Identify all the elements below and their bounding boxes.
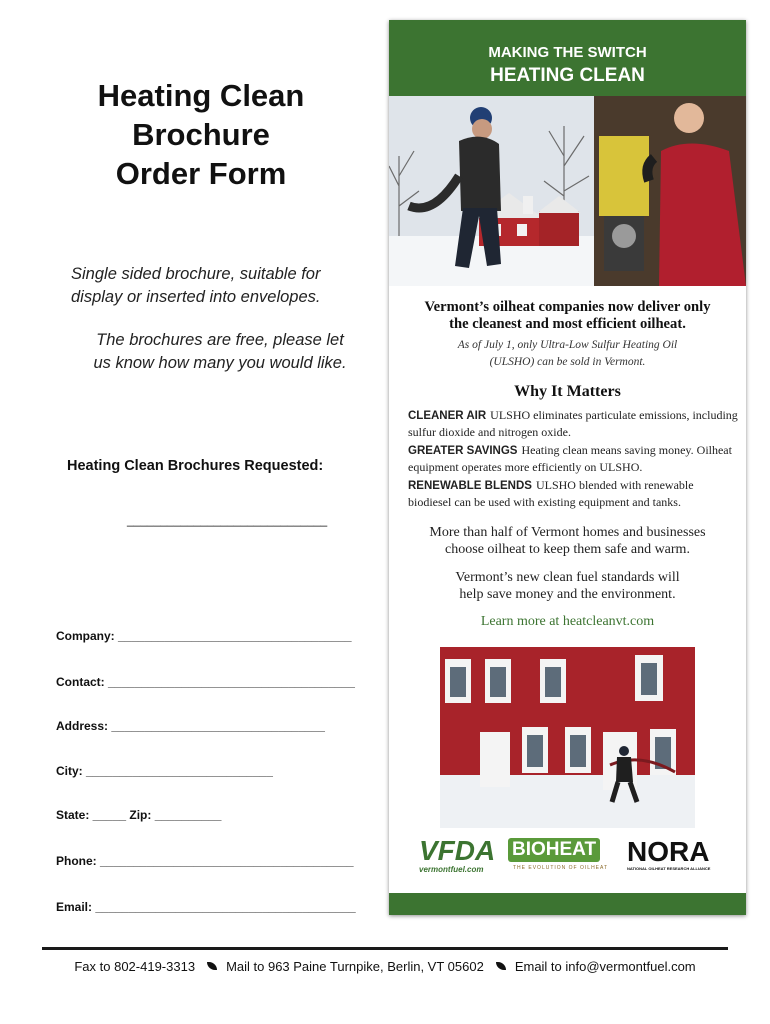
vfda-logo-sub: vermontfuel.com	[419, 865, 484, 874]
contact-field[interactable]: Contact: _____________________________________	[56, 675, 355, 689]
footer-divider	[42, 947, 728, 950]
benefit-renewable-blends	[408, 477, 738, 510]
company-field[interactable]: Company: ___________________________________	[56, 629, 352, 643]
footer-contact	[0, 959, 770, 974]
banner-line-1: MAKING THE SWITCH	[488, 44, 647, 61]
delivery-photo	[389, 96, 746, 286]
leaf-bullet-icon	[496, 962, 506, 970]
why-it-matters-heading: Why It Matters	[514, 383, 621, 400]
bioheat-logo-text: BIOHEAT	[508, 838, 600, 862]
leaf-bullet-icon	[207, 962, 217, 970]
bioheat-logo-sub: THE EVOLUTION OF OILHEAT	[513, 865, 609, 871]
learn-more-link[interactable]: Learn more at heatcleanvt.com	[480, 614, 655, 629]
email-text: Email to info@vermontfuel.com	[514, 959, 696, 974]
form-title: Heating Clean Brochure Order Form	[97, 78, 305, 191]
brochure-bottom-bar	[389, 893, 746, 915]
requested-blank[interactable]: ______________________________	[127, 513, 328, 527]
benefit-cleaner-air	[408, 407, 738, 440]
benefit-text: ULSHO blended with renewable biodiesel can be used with existing equipment and tanks.	[408, 478, 694, 509]
mail-text: Mail to 963 Paine Turnpike, Berlin, VT 05602	[226, 959, 484, 974]
benefit-greater-savings	[408, 442, 738, 475]
benefit-label: RENEWABLE BLENDS	[408, 480, 532, 492]
brochure-preview	[389, 20, 746, 915]
requested-label: Heating Clean Brochures Requested:	[67, 458, 324, 474]
standards-paragraph: Vermont’s new clean fuel standards will help save money and the environment.	[455, 570, 680, 602]
fax-text: Fax to 802-419-3313	[74, 959, 196, 974]
benefit-label: GREATER SAVINGS	[408, 445, 518, 457]
phone-field[interactable]: Phone: ______________________________________	[56, 854, 354, 868]
address-field[interactable]: Address: ________________________________	[56, 719, 325, 733]
nora-logo-text: NORA	[627, 836, 710, 867]
vfda-logo-text: VFDA	[419, 835, 496, 866]
brochure-banner	[389, 20, 746, 96]
banner-line-2: HEATING CLEAN	[490, 65, 645, 86]
benefit-text: Heating clean means saving money. Oilheat equipment operates more efficiently on ULSHO.	[408, 443, 732, 474]
intro-text-1: Single sided brochure, suitable for display or inserted into envelopes.	[71, 265, 321, 306]
oilheat-paragraph: More than half of Vermont homes and businesses choose oilheat to keep them safe and warm.	[429, 525, 706, 557]
brochure-subline: As of July 1, only Ultra-Low Sulfur Heating Oil (ULSHO) can be sold in Vermont.	[457, 339, 678, 368]
benefit-text: ULSHO eliminates particulate emissions, including sulfur dioxide and nitrogen oxide.	[408, 408, 738, 439]
benefit-label: CLEANER AIR	[408, 410, 487, 422]
email-field[interactable]: Email: _______________________________________	[56, 900, 356, 914]
nora-logo-sub: NATIONAL OILHEAT RESEARCH ALLIANCE	[627, 866, 711, 871]
city-field[interactable]: City: ____________________________	[56, 764, 273, 778]
brochure-headline: Vermont’s oilheat companies now deliver only the cleanest and most efficient oilheat.	[424, 299, 711, 332]
intro-text-2: The brochures are free, please let us know how many you would like.	[93, 331, 347, 372]
building-photo	[440, 647, 695, 828]
state-zip-field[interactable]: State: _____ Zip: __________	[56, 808, 222, 822]
